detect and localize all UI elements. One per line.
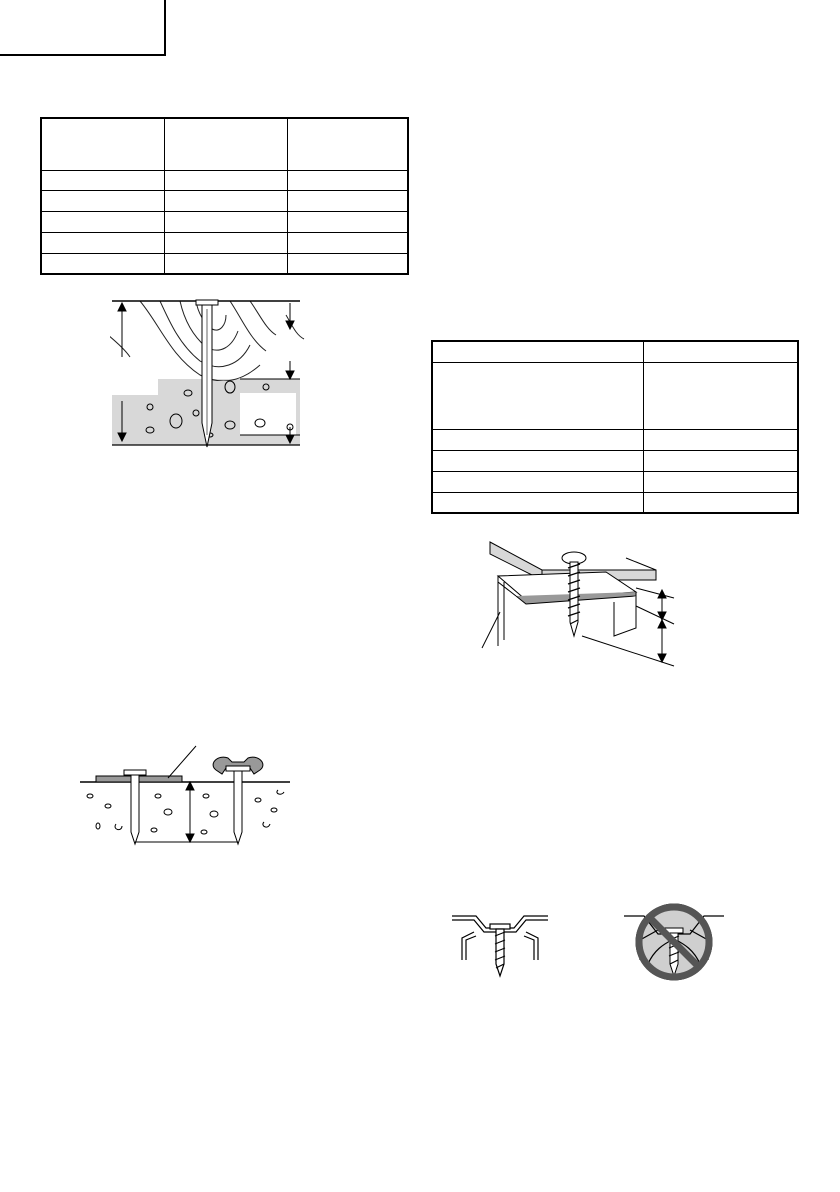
table-cell [432, 492, 644, 513]
table-header-row [432, 341, 798, 362]
washer-nails-illustration [78, 740, 294, 850]
fastener-table-1 [40, 117, 409, 275]
table-cell [432, 362, 644, 429]
table-row [432, 450, 798, 471]
figure-nail-in-concrete [100, 295, 320, 455]
table-cell [432, 450, 644, 471]
language-tab [0, 0, 166, 56]
nail-concrete-illustration [100, 295, 320, 455]
table-row [41, 253, 408, 274]
table-cell [41, 211, 165, 232]
screw-steel-illustration [476, 536, 686, 668]
table-cell [288, 232, 409, 253]
correct-fastening-icon [452, 916, 548, 976]
table-header-cell [644, 341, 799, 362]
table-header-row [41, 118, 408, 170]
table-cell [165, 211, 288, 232]
table-cell [288, 190, 409, 211]
table-cell [432, 471, 644, 492]
table-cell [288, 170, 409, 190]
table-cell [644, 471, 799, 492]
table-cell [644, 429, 799, 450]
table-cell [41, 170, 165, 190]
table-cell [288, 211, 409, 232]
fastener-table-2 [431, 340, 799, 514]
table-cell [165, 232, 288, 253]
table-row [41, 170, 408, 190]
table-cell [644, 450, 799, 471]
table-row [432, 492, 798, 513]
table-row [41, 211, 408, 232]
table-row [432, 471, 798, 492]
table-cell [165, 170, 288, 190]
table-header-cell [432, 341, 644, 362]
table-header-cell [165, 118, 288, 170]
table-header-cell [41, 118, 165, 170]
figure-correct-vs-incorrect [444, 900, 734, 986]
fastening-comparison-illustration [444, 900, 734, 986]
table-row [41, 232, 408, 253]
table-row [432, 362, 798, 429]
table-row [41, 190, 408, 211]
incorrect-fastening-icon [624, 904, 724, 980]
table-header-cell [288, 118, 409, 170]
table-cell [41, 232, 165, 253]
table-row [432, 429, 798, 450]
table-cell [41, 253, 165, 274]
table-cell [644, 362, 799, 429]
figure-screw-in-steel [476, 536, 686, 668]
table-cell [165, 190, 288, 211]
table-cell [644, 492, 799, 513]
table-cell [41, 190, 165, 211]
table-cell [288, 253, 409, 274]
figure-nails-with-washers [78, 740, 294, 850]
table-cell [165, 253, 288, 274]
table-cell [432, 429, 644, 450]
